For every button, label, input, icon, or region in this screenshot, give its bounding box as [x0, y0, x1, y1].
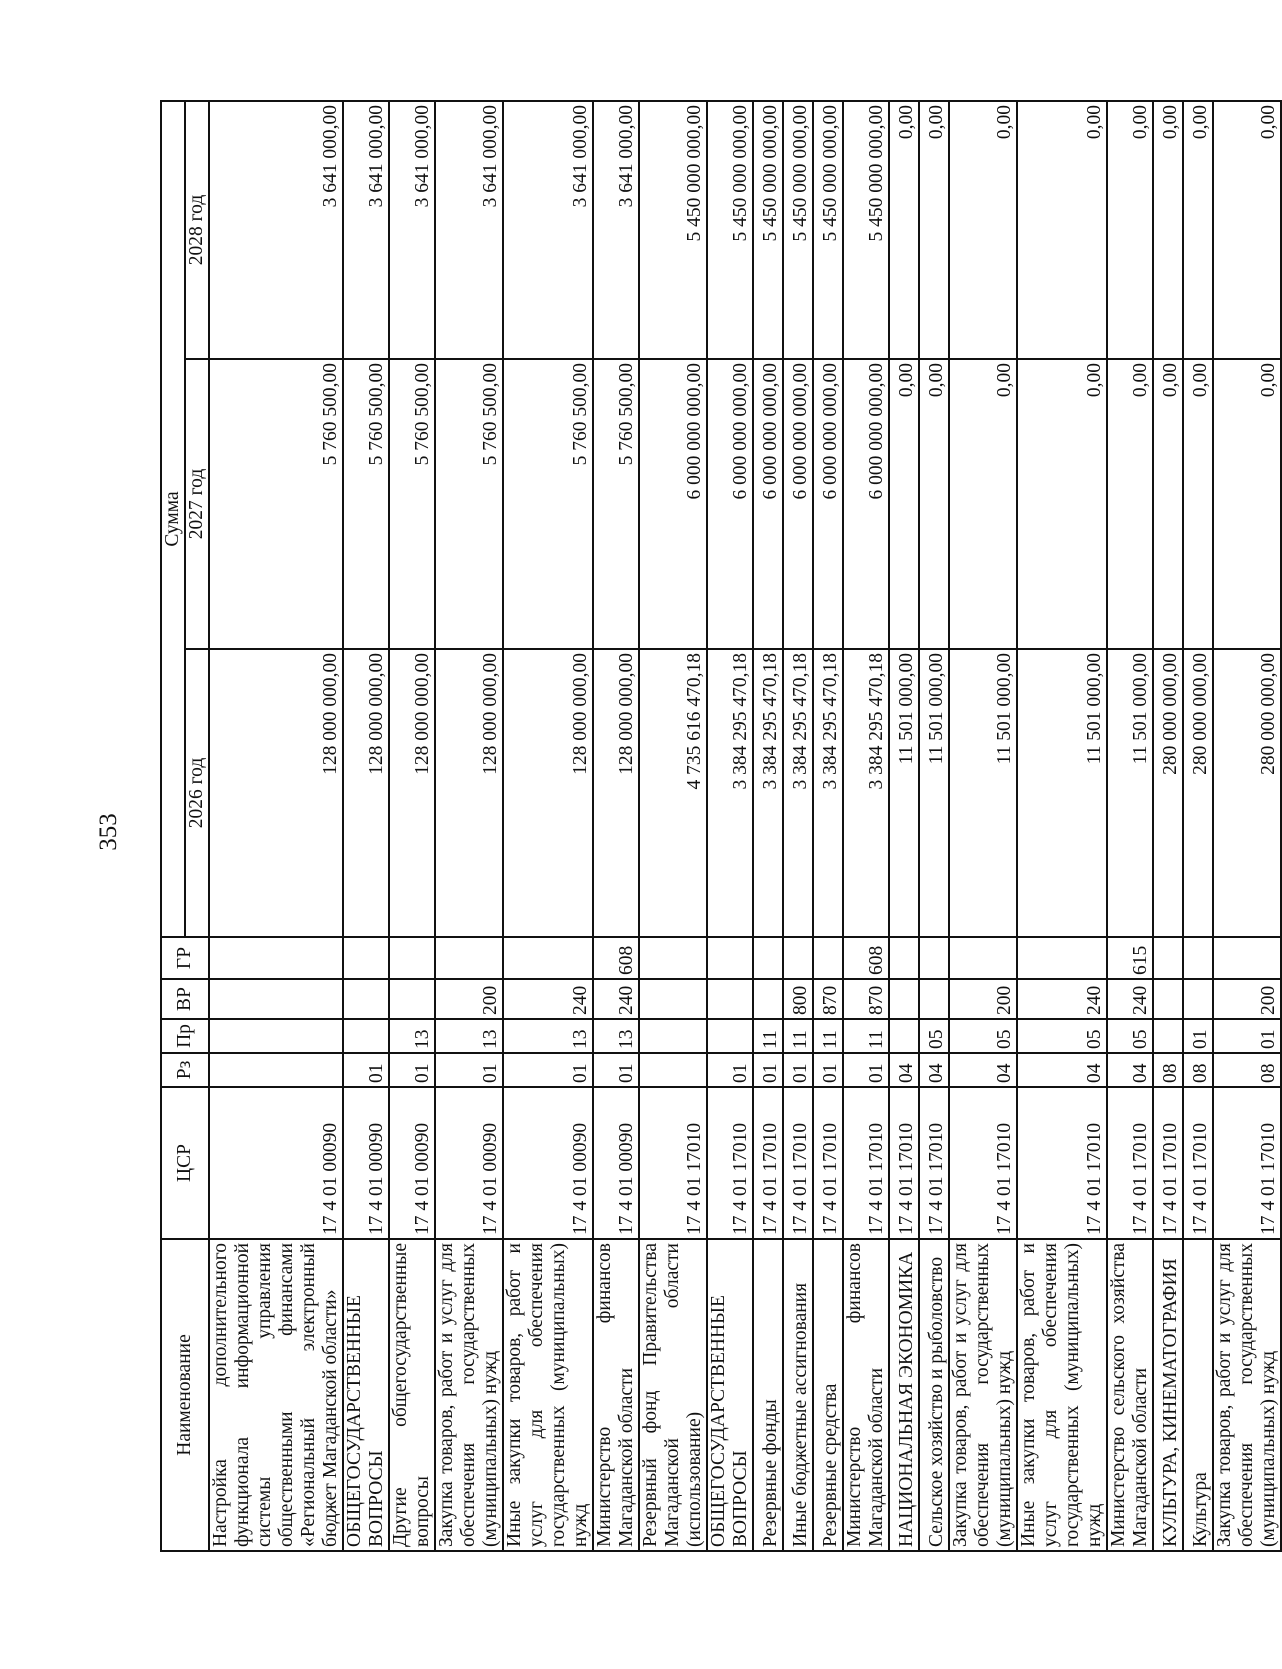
cell-name: Настройка дополнительного функционала информационной системы управления общественными финансами «Региональный электронный бюджет Магаданской области» [209, 1239, 343, 1551]
cell-gr [783, 937, 813, 979]
table-row [843, 101, 889, 1551]
cell-csr: 17 4 01 00090 [389, 1087, 435, 1239]
cell-rz: 04 [889, 1053, 919, 1087]
cell-pr [889, 1019, 919, 1053]
cell-csr: 17 4 01 17010 [889, 1087, 919, 1239]
cell-amount-2026: 128 000 000,00 [389, 649, 435, 937]
cell-csr: 17 4 01 17010 [1213, 1087, 1281, 1239]
table-row [389, 101, 435, 1551]
cell-amount-2028: 5 450 000 000,00 [843, 101, 889, 359]
cell-amount-2028: 0,00 [1107, 101, 1153, 359]
cell-vr: 870 [813, 979, 843, 1019]
cell-name: Сельское хозяйство и рыболовство [919, 1239, 949, 1551]
cell-name: Другие общегосударственные вопросы [389, 1239, 435, 1551]
cell-gr [1017, 937, 1107, 979]
cell-name: КУЛЬТУРА, КИНЕМАТОГРАФИЯ [1153, 1239, 1183, 1551]
cell-pr: 01 [1213, 1019, 1281, 1053]
cell-vr: 240 [1017, 979, 1107, 1019]
cell-gr: 608 [843, 937, 889, 979]
cell-vr [1153, 979, 1183, 1019]
cell-rz: 01 [503, 1053, 593, 1087]
cell-csr: 17 4 01 17010 [753, 1087, 783, 1239]
cell-amount-2026: 128 000 000,00 [435, 649, 503, 937]
table-row [1213, 101, 1281, 1551]
cell-amount-2027: 0,00 [1153, 359, 1183, 649]
cell-gr [707, 937, 753, 979]
cell-amount-2028: 0,00 [919, 101, 949, 359]
cell-amount-2027: 6 000 000 000,00 [639, 359, 707, 649]
cell-pr: 01 [1183, 1019, 1213, 1053]
cell-amount-2026: 11 501 000,00 [1107, 649, 1153, 937]
cell-amount-2026: 11 501 000,00 [889, 649, 919, 937]
cell-amount-2028: 5 450 000 000,00 [753, 101, 783, 359]
cell-vr: 240 [503, 979, 593, 1019]
cell-pr: 05 [1017, 1019, 1107, 1053]
cell-csr: 17 4 01 17010 [1017, 1087, 1107, 1239]
cell-rz: 01 [753, 1053, 783, 1087]
cell-amount-2026: 3 384 295 470,18 [843, 649, 889, 937]
cell-pr [343, 1019, 389, 1053]
cell-amount-2026: 4 735 616 470,18 [639, 649, 707, 937]
cell-rz [639, 1053, 707, 1087]
cell-amount-2026: 128 000 000,00 [209, 649, 343, 937]
cell-csr: 17 4 01 17010 [949, 1087, 1017, 1239]
page-number: 353 [95, 813, 122, 851]
table-row [707, 101, 753, 1551]
cell-amount-2026: 3 384 295 470,18 [813, 649, 843, 937]
cell-pr [209, 1019, 343, 1053]
cell-name: Министерство сельского хозяйства Магаданской области [1107, 1239, 1153, 1551]
cell-amount-2028: 0,00 [949, 101, 1017, 359]
cell-vr [389, 979, 435, 1019]
cell-amount-2026: 280 000 000,00 [1213, 649, 1281, 937]
cell-amount-2028: 0,00 [1017, 101, 1107, 359]
cell-gr [1183, 937, 1213, 979]
cell-csr: 17 4 01 17010 [783, 1087, 813, 1239]
cell-amount-2028: 0,00 [1213, 101, 1281, 359]
cell-gr [343, 937, 389, 979]
cell-pr: 05 [949, 1019, 1017, 1053]
cell-amount-2027: 0,00 [1183, 359, 1213, 649]
table-row [639, 101, 707, 1551]
cell-rz: 08 [1153, 1053, 1183, 1087]
table-row [503, 101, 593, 1551]
budget-table [160, 100, 1282, 1552]
cell-vr: 200 [435, 979, 503, 1019]
cell-amount-2028: 3 641 000,00 [343, 101, 389, 359]
cell-csr: 17 4 01 17010 [813, 1087, 843, 1239]
table-row [1153, 101, 1183, 1551]
cell-vr [889, 979, 919, 1019]
cell-amount-2028: 3 641 000,00 [593, 101, 639, 359]
cell-vr: 870 [843, 979, 889, 1019]
header-pr: Пр [161, 1019, 209, 1053]
header-year-2028: 2028 год [185, 101, 209, 359]
cell-name: Министерство финансов Магаданской области [843, 1239, 889, 1551]
cell-amount-2026: 128 000 000,00 [503, 649, 593, 937]
cell-csr: 17 4 01 00090 [209, 1087, 343, 1239]
rotated-table-frame [160, 102, 1279, 1552]
cell-csr: 17 4 01 17010 [639, 1087, 707, 1239]
cell-csr: 17 4 01 00090 [435, 1087, 503, 1239]
table-row [593, 101, 639, 1551]
cell-rz: 01 [389, 1053, 435, 1087]
cell-rz: 01 [783, 1053, 813, 1087]
cell-rz [209, 1053, 343, 1087]
table-row [919, 101, 949, 1551]
cell-gr [949, 937, 1017, 979]
cell-name: Культура [1183, 1239, 1213, 1551]
cell-csr: 17 4 01 00090 [343, 1087, 389, 1239]
cell-name: Резервные фонды [753, 1239, 783, 1551]
cell-name: ОБЩЕГОСУДАРСТВЕННЫЕ ВОПРОСЫ [343, 1239, 389, 1551]
table-row [1107, 101, 1153, 1551]
table-row [1017, 101, 1107, 1551]
cell-amount-2028: 5 450 000 000,00 [813, 101, 843, 359]
cell-amount-2027: 5 760 500,00 [593, 359, 639, 649]
header-name: Наименование [161, 1239, 209, 1551]
cell-pr [1153, 1019, 1183, 1053]
cell-amount-2027: 6 000 000 000,00 [783, 359, 813, 649]
cell-name: Иные закупки товаров, работ и услуг для обеспечения государственных (муниципальных) нужд [503, 1239, 593, 1551]
cell-csr: 17 4 01 00090 [503, 1087, 593, 1239]
cell-name: Резервный фонд Правительства Магаданской области (использование) [639, 1239, 707, 1551]
cell-pr: 05 [919, 1019, 949, 1053]
cell-csr: 17 4 01 17010 [707, 1087, 753, 1239]
cell-vr [919, 979, 949, 1019]
cell-rz: 01 [813, 1053, 843, 1087]
cell-amount-2028: 0,00 [1153, 101, 1183, 359]
cell-amount-2027: 6 000 000 000,00 [753, 359, 783, 649]
cell-name: Иные закупки товаров, работ и услуг для обеспечения государственных (муниципальных) нужд [1017, 1239, 1107, 1551]
cell-amount-2028: 3 641 000,00 [209, 101, 343, 359]
cell-gr [639, 937, 707, 979]
cell-vr [639, 979, 707, 1019]
cell-vr: 200 [949, 979, 1017, 1019]
cell-amount-2028: 5 450 000 000,00 [639, 101, 707, 359]
cell-amount-2028: 3 641 000,00 [389, 101, 435, 359]
header-rz: Рз [161, 1053, 209, 1087]
cell-pr [707, 1019, 753, 1053]
cell-rz: 04 [919, 1053, 949, 1087]
cell-rz: 04 [949, 1053, 1017, 1087]
cell-name: ОБЩЕГОСУДАРСТВЕННЫЕ ВОПРОСЫ [707, 1239, 753, 1551]
cell-amount-2027: 5 760 500,00 [435, 359, 503, 649]
cell-amount-2026: 11 501 000,00 [949, 649, 1017, 937]
cell-csr: 17 4 01 17010 [1153, 1087, 1183, 1239]
cell-gr: 615 [1107, 937, 1153, 979]
cell-amount-2027: 0,00 [949, 359, 1017, 649]
cell-pr: 13 [435, 1019, 503, 1053]
table-row [343, 101, 389, 1551]
cell-amount-2028: 5 450 000 000,00 [707, 101, 753, 359]
header-vr: ВР [161, 979, 209, 1019]
cell-rz: 01 [343, 1053, 389, 1087]
cell-gr [1153, 937, 1183, 979]
header-csr: ЦСР [161, 1087, 209, 1239]
cell-amount-2027: 6 000 000 000,00 [843, 359, 889, 649]
cell-pr: 13 [593, 1019, 639, 1053]
cell-amount-2026: 128 000 000,00 [343, 649, 389, 937]
table-row [783, 101, 813, 1551]
cell-pr: 11 [753, 1019, 783, 1053]
cell-amount-2028: 5 450 000 000,00 [783, 101, 813, 359]
cell-rz: 04 [1017, 1053, 1107, 1087]
cell-rz: 01 [435, 1053, 503, 1087]
header-year-2027: 2027 год [185, 359, 209, 649]
cell-gr [435, 937, 503, 979]
cell-vr [209, 979, 343, 1019]
table-row [1183, 101, 1213, 1551]
cell-vr: 240 [1107, 979, 1153, 1019]
table-row [435, 101, 503, 1551]
cell-gr [813, 937, 843, 979]
rotated-table-content [160, 102, 1279, 1552]
cell-csr: 17 4 01 17010 [1107, 1087, 1153, 1239]
cell-pr: 11 [843, 1019, 889, 1053]
cell-csr: 17 4 01 17010 [843, 1087, 889, 1239]
cell-pr: 13 [389, 1019, 435, 1053]
cell-gr [753, 937, 783, 979]
cell-amount-2027: 0,00 [1107, 359, 1153, 649]
cell-amount-2026: 3 384 295 470,18 [753, 649, 783, 937]
cell-pr: 11 [783, 1019, 813, 1053]
cell-vr: 200 [1213, 979, 1281, 1019]
cell-amount-2027: 5 760 500,00 [389, 359, 435, 649]
cell-gr [503, 937, 593, 979]
cell-vr [1183, 979, 1213, 1019]
table-row [753, 101, 783, 1551]
table-body [209, 101, 1281, 1551]
cell-amount-2027: 5 760 500,00 [503, 359, 593, 649]
cell-amount-2026: 128 000 000,00 [593, 649, 639, 937]
cell-amount-2026: 280 000 000,00 [1153, 649, 1183, 937]
cell-vr: 800 [783, 979, 813, 1019]
cell-amount-2026: 11 501 000,00 [919, 649, 949, 937]
cell-rz: 08 [1183, 1053, 1213, 1087]
table-row [889, 101, 919, 1551]
cell-pr: 13 [503, 1019, 593, 1053]
cell-gr: 608 [593, 937, 639, 979]
cell-pr [639, 1019, 707, 1053]
cell-amount-2028: 3 641 000,00 [435, 101, 503, 359]
cell-rz: 08 [1213, 1053, 1281, 1087]
cell-csr: 17 4 01 00090 [593, 1087, 639, 1239]
table-row [209, 101, 343, 1551]
cell-amount-2028: 3 641 000,00 [503, 101, 593, 359]
cell-amount-2027: 0,00 [1213, 359, 1281, 649]
cell-vr: 240 [593, 979, 639, 1019]
cell-name: Закупка товаров, работ и услуг для обеспечения государственных (муниципальных) нужд [1213, 1239, 1281, 1551]
cell-name: Иные бюджетные ассигнования [783, 1239, 813, 1551]
cell-gr [389, 937, 435, 979]
cell-amount-2027: 6 000 000 000,00 [707, 359, 753, 649]
table-row [813, 101, 843, 1551]
cell-csr: 17 4 01 17010 [919, 1087, 949, 1239]
cell-vr [707, 979, 753, 1019]
cell-amount-2027: 0,00 [1017, 359, 1107, 649]
cell-amount-2026: 3 384 295 470,18 [707, 649, 753, 937]
cell-rz: 04 [1107, 1053, 1153, 1087]
cell-gr [209, 937, 343, 979]
table-header [161, 101, 209, 1551]
cell-amount-2028: 0,00 [889, 101, 919, 359]
cell-amount-2027: 5 760 500,00 [209, 359, 343, 649]
cell-name: Закупка товаров, работ и услуг для обеспечения государственных (муниципальных) нужд [949, 1239, 1017, 1551]
cell-gr [1213, 937, 1281, 979]
cell-vr [753, 979, 783, 1019]
cell-name: Резервные средства [813, 1239, 843, 1551]
header-year-2026: 2026 год [185, 649, 209, 937]
cell-name: Закупка товаров, работ и услуг для обеспечения государственных (муниципальных) нужд [435, 1239, 503, 1551]
cell-gr [919, 937, 949, 979]
cell-amount-2027: 6 000 000 000,00 [813, 359, 843, 649]
cell-rz: 01 [843, 1053, 889, 1087]
table-row [949, 101, 1017, 1551]
cell-amount-2027: 0,00 [889, 359, 919, 649]
cell-rz: 01 [707, 1053, 753, 1087]
cell-vr [343, 979, 389, 1019]
cell-amount-2026: 11 501 000,00 [1017, 649, 1107, 937]
cell-name: Министерство финансов Магаданской области [593, 1239, 639, 1551]
header-gr: ГР [161, 937, 209, 979]
cell-gr [889, 937, 919, 979]
header-summa: Сумма [161, 101, 185, 937]
cell-amount-2027: 5 760 500,00 [343, 359, 389, 649]
cell-amount-2026: 280 000 000,00 [1183, 649, 1213, 937]
cell-rz: 01 [593, 1053, 639, 1087]
cell-name: НАЦИОНАЛЬНАЯ ЭКОНОМИКА [889, 1239, 919, 1551]
cell-amount-2027: 0,00 [919, 359, 949, 649]
cell-amount-2026: 3 384 295 470,18 [783, 649, 813, 937]
cell-pr: 11 [813, 1019, 843, 1053]
cell-amount-2028: 0,00 [1183, 101, 1213, 359]
cell-pr: 05 [1107, 1019, 1153, 1053]
cell-csr: 17 4 01 17010 [1183, 1087, 1213, 1239]
